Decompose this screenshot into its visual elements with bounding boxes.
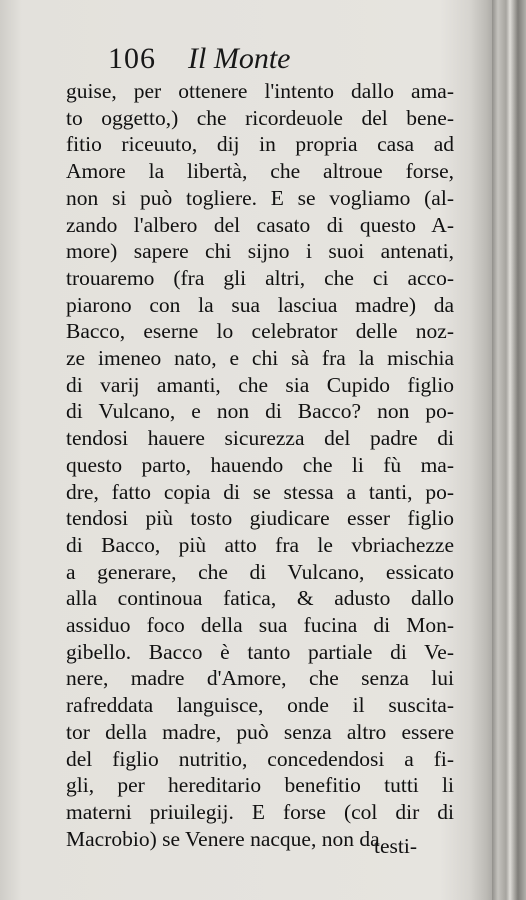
text-line: tor della madre, può senza altro essere [66, 719, 454, 744]
text-line: more) sapere chi sijno i suoi antenati, [66, 239, 454, 264]
text-line: nere, madre d'Amore, che senza lui [66, 666, 454, 691]
text-line: fitio riceuuto, dij in propria casa ad [66, 132, 454, 157]
text-line: Macrobio) se Venere nacque, non da [66, 826, 380, 851]
text-line: trouaremo (fra gli altri, che ci acco- [66, 265, 454, 290]
text-line: alla continoua fatica, & adusto dallo [66, 586, 454, 611]
page-edge-shadow [492, 0, 526, 900]
text-line: zando l'albero del casato di questo A- [66, 212, 454, 237]
text-line: del figlio nutritio, concedendosi a fi- [66, 746, 454, 771]
text-line: to oggetto,) che ricordeuole del bene- [66, 105, 454, 130]
text-line: assiduo foco della sua fucina di Mon- [66, 613, 454, 638]
text-line: piarono con la sua lasciua madre) da [66, 292, 454, 317]
text-line: di varij amanti, che sia Cupido figlio [66, 372, 454, 397]
text-line: tendosi hauere sicurezza del padre di [66, 426, 454, 451]
text-line: rafreddata languisce, onde il suscita- [66, 693, 454, 718]
text-line: di Bacco, più atto fra le vbriachezze [66, 532, 454, 557]
text-line: questo parto, hauendo che li fù ma- [66, 452, 454, 477]
text-line: Amore la libertà, che altroue forse, [66, 159, 454, 184]
text-line: a generare, che di Vulcano, essicato [66, 559, 454, 584]
catchword: testi- [374, 834, 417, 858]
text-line: ze imeneo nato, e chi sà fra la mischia [66, 346, 454, 371]
text-line: Bacco, eserne lo celebrator delle noz- [66, 319, 454, 344]
text-line: tendosi più tosto giudicare esser figlio [66, 506, 454, 531]
text-line: non si può togliere. E se vogliamo (al- [66, 185, 454, 210]
text-line: di Vulcano, e non di Bacco? non po- [66, 399, 454, 424]
text-line: gibello. Bacco è tanto partiale di Ve- [66, 639, 454, 664]
page-number: 106 [108, 42, 156, 75]
text-line: dre, fatto copia di se stessa a tanti, po- [66, 479, 454, 504]
text-line: materni priuilegij. E forse (col dir di [66, 799, 454, 824]
page-header [108, 42, 290, 76]
running-title: Il Monte [188, 42, 291, 75]
text-line: guise, per ottenere l'intento dallo ama- [66, 79, 454, 103]
body-text [66, 78, 466, 852]
text-line: gli, per hereditario benefitio tutti li [66, 773, 454, 798]
